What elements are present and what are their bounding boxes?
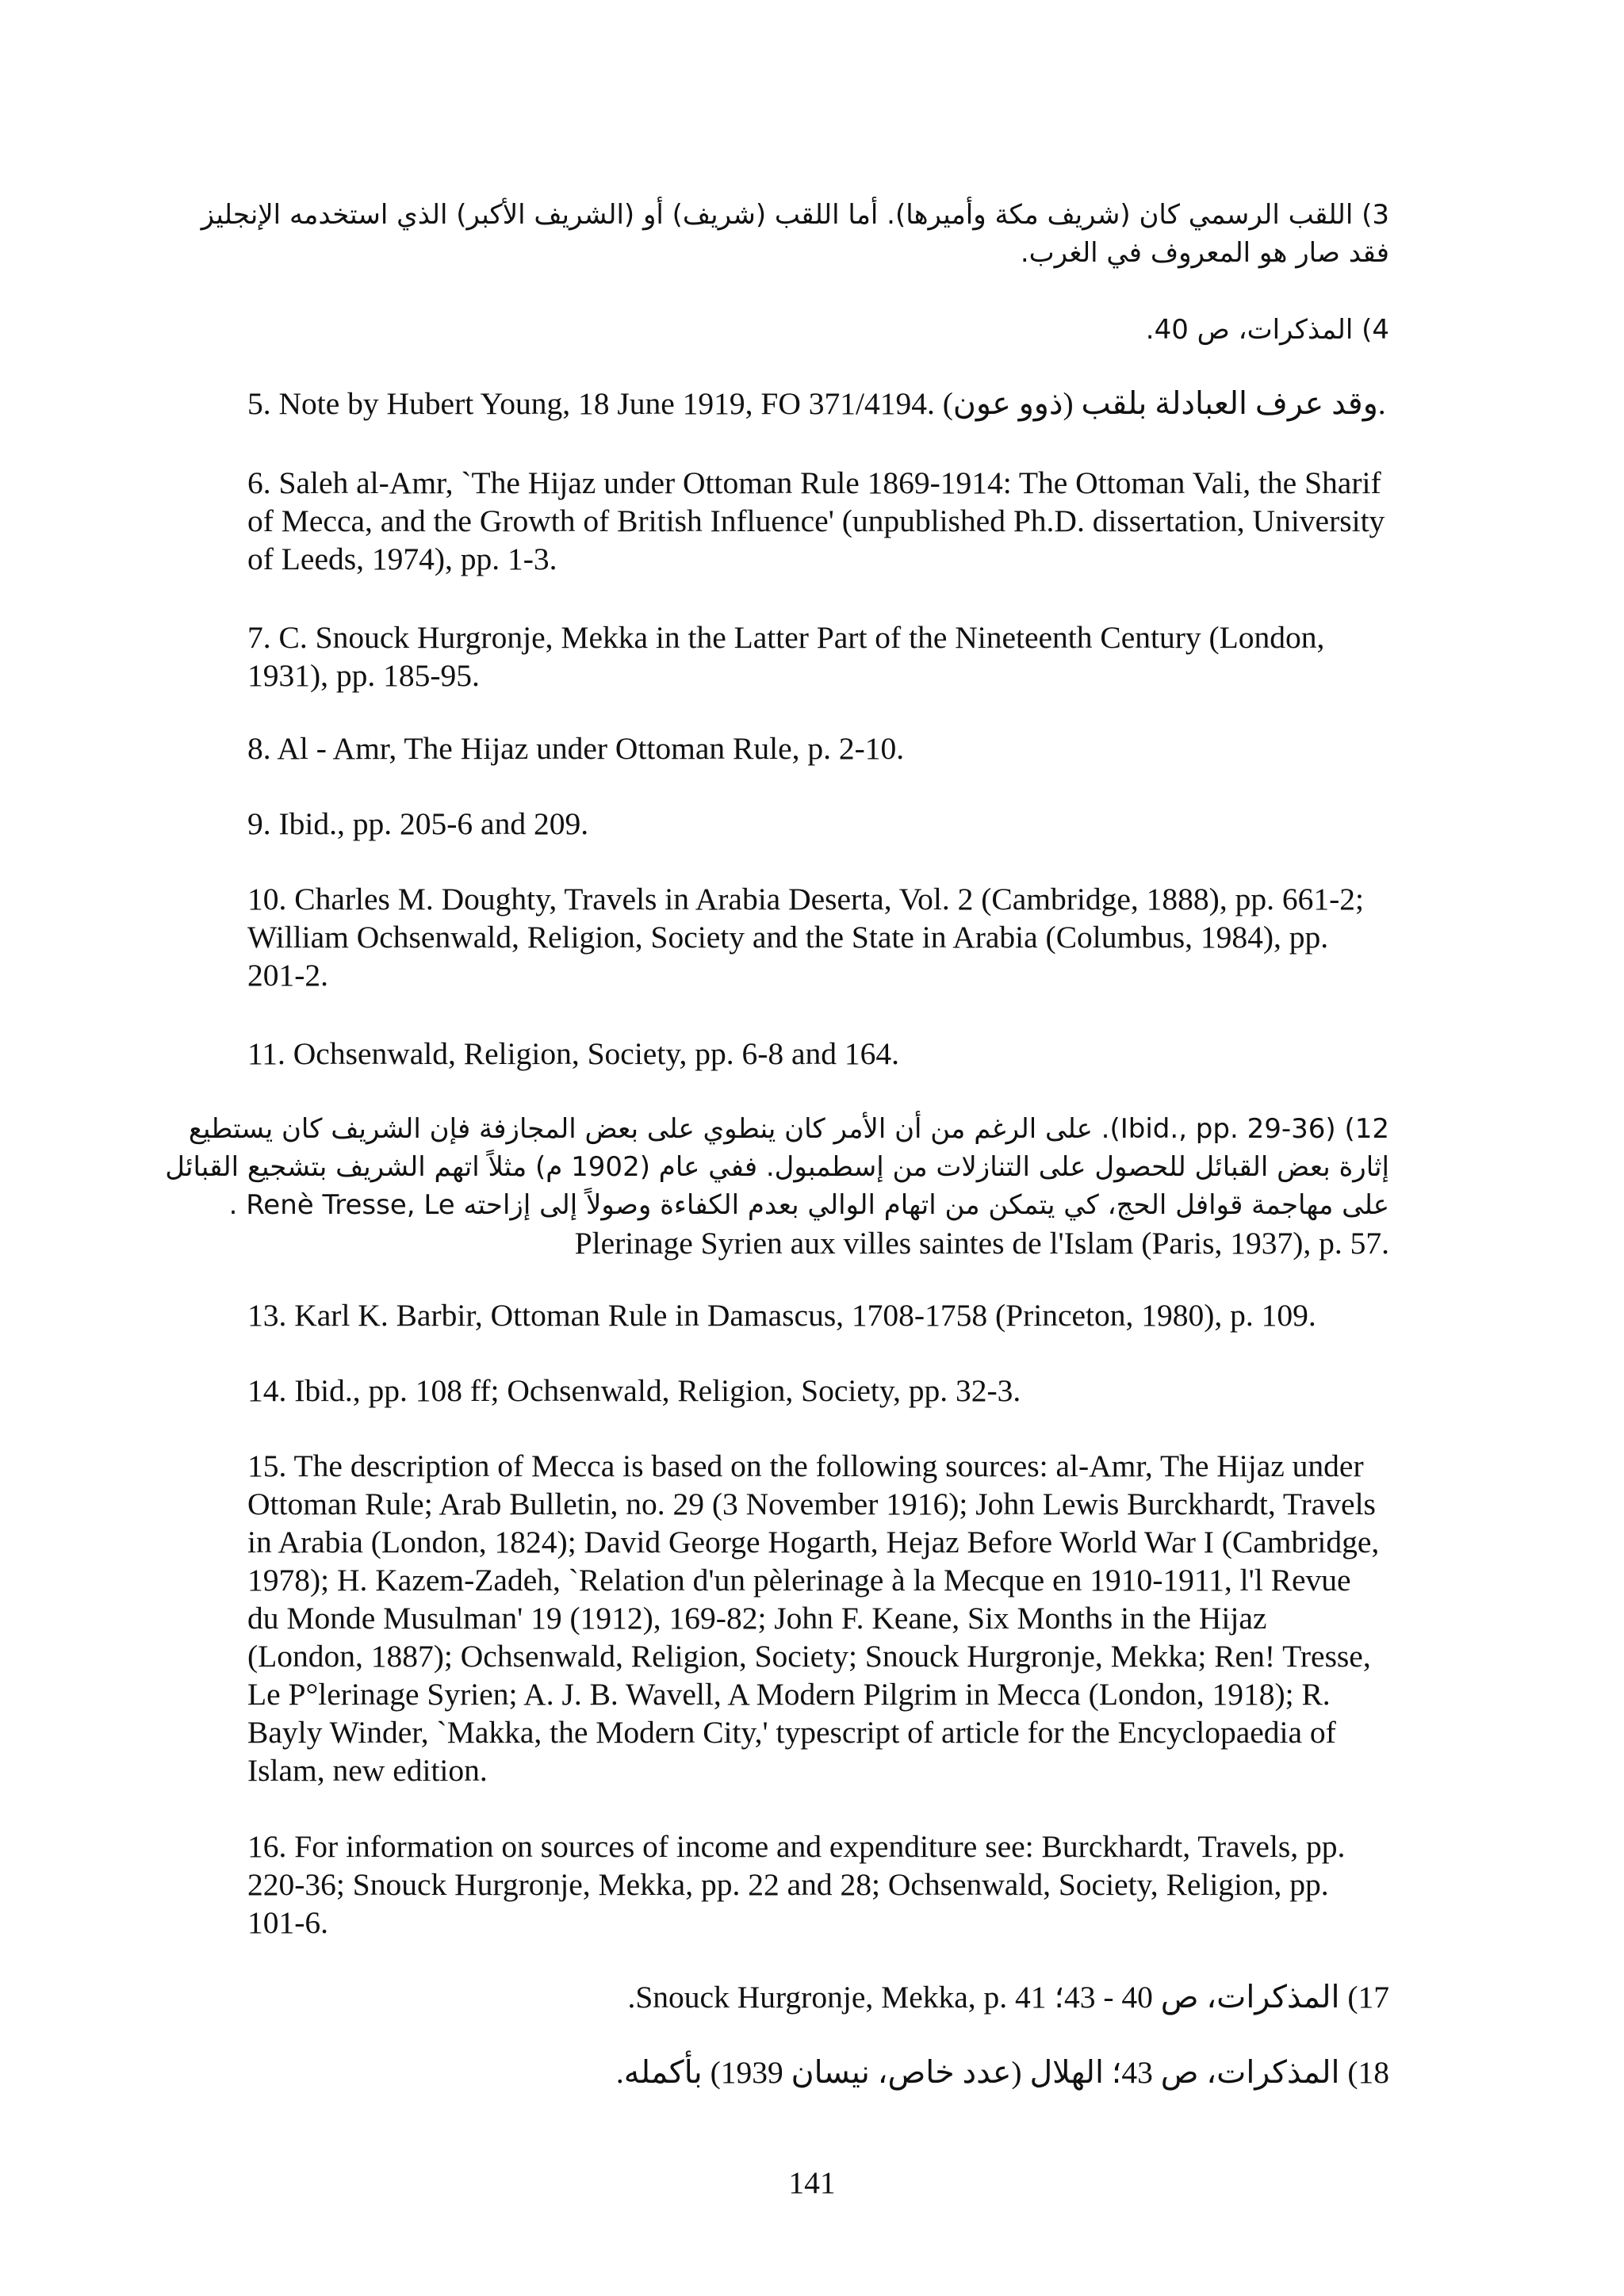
footnote-15: [247, 1447, 1389, 1789]
footnote-12-line-2: إثارة بعض القبائل للحصول على التنازلات من إسطمبول. ففي عام (1902 م) مثلاً اتهم الشريف بتشجيع القبائل: [165, 1151, 1389, 1183]
footnote-16: [247, 1827, 1389, 1942]
footnote-10-text: 10. Charles M. Doughty, Travels in Arabia Deserta, Vol. 2 (Cambridge, 1888), pp. 661-2; William Ochsenwald, Religion, Society and the State in Arabia (Columbus, 1984), pp. 201-2.: [247, 882, 1364, 993]
footnote-8: [247, 729, 1389, 767]
footnote-12-line-1: 12) (Ibid., pp. 29-36). على الرغم من أن الأمر كان ينطوي على بعض المجازفة فإن الشريف كان يستطيع: [188, 1113, 1389, 1145]
footnote-12-line-4: Plerinage Syrien aux villes saintes de l'Islam (Paris, 1937), p. 57.: [574, 1226, 1389, 1261]
footnote-18: [247, 2053, 1389, 2091]
footnote-6: [247, 464, 1389, 578]
footnote-5: [247, 385, 1389, 423]
footnote-3: [201, 196, 1389, 272]
footnote-14: [247, 1372, 1389, 1410]
footnote-12-line-3: على مهاجمة قوافل الحج، كي يتمكن من اتهام الوالي بعدم الكفاءة وصولاً إلى إزاحته Renè Tresse, Le .: [228, 1189, 1389, 1221]
footnote-4-line-1: 4) المذكرات، ص 40.: [1145, 314, 1389, 346]
footnote-17-text: 17) المذكرات، ص 40 - 43؛ Snouck Hurgronje, Mekka, p. 41.: [627, 1980, 1389, 2015]
footnote-13-text: 13. Karl K. Barbir, Ottoman Rule in Damascus, 1708-1758 (Princeton, 1980), p. 109.: [247, 1298, 1316, 1333]
footnote-4: [247, 311, 1389, 349]
footnote-15-text: 15. The description of Mecca is based on the following sources: al-Amr, The Hijaz under Ottoman Rule; Arab Bulletin, no. 29 (3 November 1916); John Lewis Burckhardt, Travels in Arabia (London, 1824); David George Hogarth, Hejaz Before World War I (Cambridge, 1978); H. Kazem-Zadeh, `Relation d'un pèlerinage à la Mecque en 1910-1911, l'l Revue du Monde Musulman' 19 (1912), 169-82; John F. Keane, Six Months in the Hijaz (London, 1887); Ochsenwald, Religion, Society; Snouck Hurgronje, Mekka; Ren! Tresse, Le P°lerinage Syrien; A. J. B. Wavell, A Modern Pilgrim in Mecca (London, 1918); R. Bayly Winder, `Makka, the Modern City,' typescript of article for the Encyclopaedia of Islam, new edition.: [247, 1448, 1380, 1788]
footnote-17: [247, 1978, 1389, 2016]
footnote-16-text: 16. For information on sources of income and expenditure see: Burckhardt, Travels, pp. 220-36; Snouck Hurgronje, Mekka, pp. 22 and 28; Ochsenwald, Society, Religion, pp. 101-6.: [247, 1829, 1346, 1940]
footnote-14-text: 14. Ibid., pp. 108 ff; Ochsenwald, Religion, Society, pp. 32-3.: [247, 1373, 1021, 1408]
footnote-6-text: 6. Saleh al-Amr, `The Hijaz under Ottoman Rule 1869-1914: The Ottoman Vali, the Sharif of Mecca, and the Growth of British Influence' (unpublished Ph.D. dissertation, University of Leeds, 1974), pp. 1-3.: [247, 465, 1385, 576]
footnote-7: [247, 618, 1389, 695]
footnote-9: [247, 805, 1389, 843]
footnote-13: [247, 1296, 1389, 1334]
footnote-12: [165, 1110, 1389, 1262]
footnote-3-line-2: فقد صار هو المعروف في الغرب.: [1020, 237, 1389, 269]
footnote-3-line-1: 3) اللقب الرسمي كان (شريف مكة وأميرها). أما اللقب (شريف) أو (الشريف الأكبر) الذي استخدمه الإنجليز: [201, 199, 1389, 231]
footnote-5-text: 5. Note by Hubert Young, 18 June 1919, FO 371/4194. وقد عرف العبادلة بلقب (ذوو عون).: [247, 386, 1386, 421]
footnote-7-text: 7. C. Snouck Hurgronje, Mekka in the Latter Part of the Nineteenth Century (London, 1931), pp. 185-95.: [247, 620, 1325, 693]
page-number: 141: [788, 2165, 836, 2200]
footnote-8-text: 8. Al - Amr, The Hijaz under Ottoman Rule, p. 2-10.: [247, 731, 905, 766]
footnote-11: [247, 1035, 1389, 1073]
footnote-18-text: 18) المذكرات، ص 43؛ الهلال (عدد خاص، نيسان 1939) بأكمله.: [615, 2055, 1389, 2090]
footnote-10: [247, 880, 1389, 994]
footnote-9-text: 9. Ibid., pp. 205-6 and 209.: [247, 806, 589, 841]
footnote-11-text: 11. Ochsenwald, Religion, Society, pp. 6-8 and 164.: [247, 1036, 900, 1071]
